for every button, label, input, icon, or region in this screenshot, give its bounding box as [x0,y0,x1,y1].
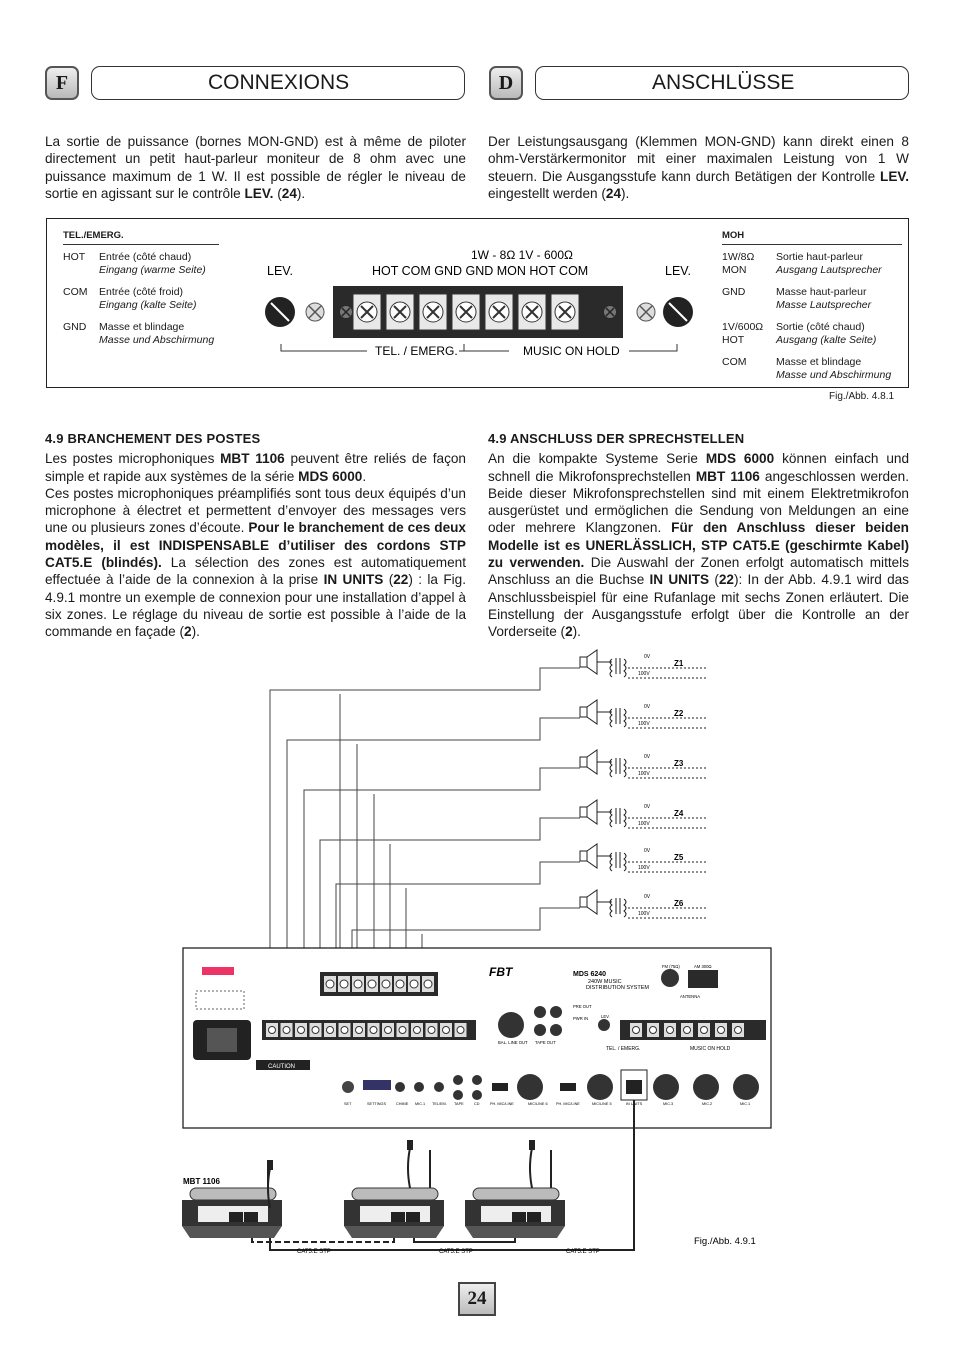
panel-label: MIC/LINE 5 [592,1102,612,1106]
panel-label: MIC.3 [663,1102,674,1106]
station-label: MBT 1106 [183,1177,220,1186]
intro-de: Der Leistungsausgang (Klemmen MON-GND) kann direkt einen 8 ohm-Verstärkermonitor mit einer maximalen Leistung von 1 W steuern. Die Ausgangsstufe kann durch Betätigen der Kontrolle LEV. eingestellt werden (24). [488,134,909,201]
io-label: PWR IN [573,1016,589,1021]
mic-line-6-xlr [517,1074,543,1100]
legend-moh: MOH 1W/8Ω MON Sortie haut-parleur Ausgang Lautsprecher GND Masse haut-parleur Masse Lautsprecher 1V/600Ω HOT Sortie (côté chaud) Ausgang (kalte Seite) COM Masse et blindage Masse und Abschirmung [722,229,902,391]
svg-text:0V: 0V [644,654,651,660]
svg-text:100V: 100V [638,671,650,677]
mic-head [529,1140,535,1150]
gooseneck [530,1148,532,1188]
svg-text:MUSIC ON HOLD: MUSIC ON HOLD [690,1046,731,1052]
legend-tel-emerg: TEL./EMERG. HOT Entrée (côté chaud) Eingang (warme Seite) COM Entrée (côté froid) Eingang (kalte Seite) GND Masse et blindage Masse und Abschirmung [63,229,219,356]
panel-label: SET [344,1102,352,1106]
group-music-on-hold: MUSIC ON HOLD [523,344,620,358]
mic-head [407,1140,413,1150]
io-label: AM 300Ω [694,964,712,969]
mic-2-xlr [693,1074,719,1100]
mic-1-xlr [733,1074,759,1100]
section-fr: 4.9 BRANCHEMENT DES POSTES Les postes microphoniques MBT 1106 peuvent être reliés de façon simple et rapide aux systèmes de la série MDS 6000. Ces postes microphoniques préamplifiés sont tous deux équipés d’un microphone à électret et permettent d’envoyer des messages vers une ou plusieurs zones d’écoute. Pour le branchement de ces deux modèles, il est INDISPENSABLE d’utiliser des cordons STP CAT5.E (blindés). La sélection des zones est automatiquement effectuée à l’aide de la connexion à la prise IN UNITS (22) : la Fig. 4.9.1 montre un exemple de connexion pour une installation d’appel à six zones. Le réglage du niveau de sortie est possible à l’aide de la commande en façade (2). [45,431,467,640]
io-label: TAPE OUT [535,1040,556,1045]
panel-label: PH. MIC/LINE [490,1102,514,1106]
zone-label: Z1 [674,659,684,668]
voltage-selector [202,967,234,975]
panel-label: MIC.1 [415,1102,426,1106]
io-label: BAL. LINE OUT [498,1040,528,1045]
svg-text:CAT5.E STP: CAT5.E STP [297,1249,331,1255]
io-label: ANTENNA [680,994,701,999]
intro-fr: La sortie de puissance (bornes MON-GND) est à même de piloter directement un petit haut-parleur moniteur de 8 ohm avec une puissance maximum de 1 W. Il est possible de régler le niveau de sortie en agissant sur le contrôle LEV. (24). [45,134,466,201]
model-name: MDS 6240 [573,971,607,978]
panel-label: MIC/LINE 6 [528,1102,548,1106]
section-letter-de: D [489,66,523,100]
terminal-panel-drawing [247,239,727,369]
model-sub1: 240W MUSIC [588,979,622,985]
io-label: LEV. [601,1014,610,1019]
figure-wiring-diagram [0,640,954,1280]
io-label: FM (75Ω) [662,964,680,969]
section-letter-fr: F [45,66,79,100]
svg-text:100V: 100V [638,865,650,871]
figure-caption-491: Fig./Abb. 4.9.1 [694,1236,756,1247]
panel-label: TEL/EM. [432,1102,447,1106]
lev-label-left: LEV. [267,264,293,278]
mbt-station-3 [465,1150,565,1238]
svg-text:100V: 100V [638,721,650,727]
figure-terminal-panel [46,218,909,388]
panel-label: MIC.1 [740,1102,751,1106]
zone-label: Z5 [674,853,684,862]
io-label: PRE OUT [573,1004,592,1009]
panel-label: IN UNITS [626,1102,643,1106]
svg-text:CAUTION: CAUTION [268,1064,295,1070]
mic-head [267,1160,273,1170]
section-title-fr: 4.9 BRANCHEMENT DES POSTES [45,431,261,446]
mic-line-5-xlr [587,1074,613,1100]
panel-label: CD [474,1102,480,1106]
svg-text:CAT5.E STP: CAT5.E STP [566,1249,600,1255]
panel-label: SETTINGS [367,1102,386,1106]
svg-text:0V: 0V [644,804,651,810]
page-title-fr: CONNEXIONS [91,66,465,100]
terminal-names: HOT COM GND GND MON HOT COM [372,264,589,278]
svg-text:TEL. / EMERG.: TEL. / EMERG. [606,1046,641,1052]
bal-line-out-xlr [498,1012,524,1038]
svg-text:0V: 0V [644,704,651,710]
section-title-de: 4.9 ANSCHLUSS DER SPRECHSTELLEN [488,431,745,446]
zone-label: Z6 [674,899,684,908]
zone-label: Z4 [674,809,684,818]
panel-label: PH. MIC/LINE [556,1102,580,1106]
svg-text:0V: 0V [644,848,651,854]
model-sub2: DISTRIBUTION SYSTEM [586,985,649,991]
brand-logo: FBT [489,965,513,979]
group-tel-emerg: TEL. / EMERG. [375,344,458,358]
zone-label: Z3 [674,759,684,768]
panel-label: CHIME [396,1102,409,1106]
mic-3-xlr [653,1074,679,1100]
section-de: 4.9 ANSCHLUSS DER SPRECHSTELLEN An die kompakte Systeme Serie MDS 6000 können einfach und schnell die Mikrofonsprechstellen MBT 1106 angeschlossen werden. Beide dieser Mikrofonsprechstellen sind mit einem Elektretmikrofon ausgerüstet und ermöglichen die Sendung von Meldungen an eine oder mehrere Klangzonen. Für den Anschluss dieser beiden Modelle ist es UNERLÄSSLICH, STP CAT5.E (geschirmte Kabel) zu verwenden. Die Auswahl der Zonen erfolgt automatisch mittels Anschluss an die Buchse IN UNITS (22): In der Abb. 4.9.1 wird das Anschlussbeispiel für eine Rufanlage mit sechs Zonen erläutert. Die Einstellung der Ausgangsstufe erfolgt über die Kontrolle an der Vorderseite (2). [488,431,910,640]
page-number: 24 [458,1282,496,1316]
svg-text:100V: 100V [638,911,650,917]
panel-label: MIC.2 [702,1102,713,1106]
zone-terminal-block [320,972,438,996]
page-title-de: ANSCHLÜSSE [535,66,909,100]
svg-text:100V: 100V [638,821,650,827]
panel-label: TAPE [454,1102,464,1106]
svg-text:CAT5.E STP: CAT5.E STP [439,1249,473,1255]
svg-text:0V: 0V [644,754,651,760]
figure-caption-481: Fig./Abb. 4.8.1 [829,391,895,402]
svg-text:0V: 0V [644,894,651,900]
svg-text:100V: 100V [638,771,650,777]
zone-label: Z2 [674,709,684,718]
lev-label-right: LEV. [665,264,691,278]
spec-label: 1W - 8Ω 1V - 600Ω [471,248,573,262]
gooseneck [408,1148,410,1188]
